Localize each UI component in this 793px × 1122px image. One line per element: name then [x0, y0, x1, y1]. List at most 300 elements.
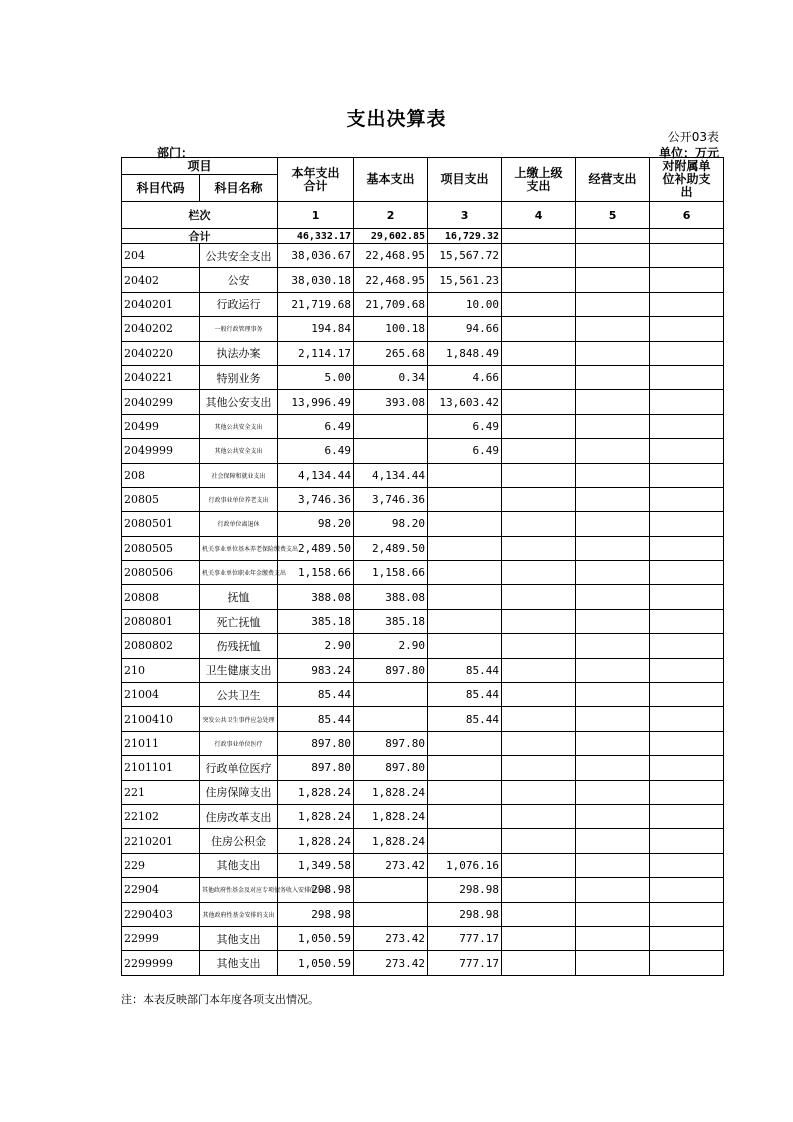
cell-c3: 13,603.42 — [428, 390, 502, 414]
table-row — [122, 780, 724, 804]
table-row — [122, 244, 724, 268]
cell-code: 22904 — [122, 878, 200, 902]
cell-c6 — [650, 683, 724, 707]
cell-c5 — [576, 365, 650, 389]
column-number-3: 3 — [428, 202, 502, 229]
table-row — [122, 414, 724, 438]
cell-c5 — [576, 804, 650, 828]
cell-c6 — [650, 244, 724, 268]
cell-c1: 21,719.68 — [278, 292, 354, 316]
cell-c1: 385.18 — [278, 609, 354, 633]
cell-code: 20402 — [122, 268, 200, 292]
cell-name: 卫生健康支出 — [200, 658, 278, 682]
cell-c4 — [502, 512, 576, 536]
cell-c5 — [576, 853, 650, 877]
cell-name: 其他支出 — [200, 926, 278, 950]
cell-c2: 21,709.68 — [354, 292, 428, 316]
cell-c6 — [650, 878, 724, 902]
cell-c3 — [428, 512, 502, 536]
table-row — [122, 365, 724, 389]
cell-code: 229 — [122, 853, 200, 877]
cell-c6 — [650, 561, 724, 585]
header-name: 科目名称 — [200, 175, 278, 202]
table-row — [122, 561, 724, 585]
header-project: 项目支出 — [428, 158, 502, 202]
cell-code: 221 — [122, 780, 200, 804]
cell-c4 — [502, 292, 576, 316]
cell-c4 — [502, 390, 576, 414]
cell-c4 — [502, 707, 576, 731]
cell-c2: 3,746.36 — [354, 487, 428, 511]
table-body — [122, 158, 724, 976]
cell-code: 2040201 — [122, 292, 200, 316]
cell-c1: 2.90 — [278, 634, 354, 658]
cell-c3: 6.49 — [428, 439, 502, 463]
cell-c4 — [502, 634, 576, 658]
cell-c4 — [502, 463, 576, 487]
cell-code: 210 — [122, 658, 200, 682]
cell-c3: 85.44 — [428, 658, 502, 682]
cell-c3 — [428, 585, 502, 609]
cell-c5 — [576, 487, 650, 511]
column-number-6: 6 — [650, 202, 724, 229]
cell-c6 — [650, 658, 724, 682]
cell-c2: 4,134.44 — [354, 463, 428, 487]
header-code: 科目代码 — [122, 175, 200, 202]
cell-c5 — [576, 658, 650, 682]
cell-code: 2049999 — [122, 439, 200, 463]
cell-name: 行政单位离退休 — [200, 512, 278, 536]
cell-c4 — [502, 341, 576, 365]
table-row — [122, 317, 724, 341]
cell-c6 — [650, 536, 724, 560]
table-row — [122, 634, 724, 658]
cell-c2 — [354, 414, 428, 438]
cell-c4 — [502, 926, 576, 950]
cell-c6 — [650, 951, 724, 975]
cell-c6 — [650, 804, 724, 828]
table-row — [122, 585, 724, 609]
cell-c4 — [502, 365, 576, 389]
cell-c3 — [428, 463, 502, 487]
cell-code: 2040202 — [122, 317, 200, 341]
cell-c5 — [576, 902, 650, 926]
cell-c4 — [502, 609, 576, 633]
total-c5 — [576, 229, 650, 244]
cell-c1: 1,828.24 — [278, 829, 354, 853]
cell-c2: 273.42 — [354, 951, 428, 975]
cell-code: 208 — [122, 463, 200, 487]
cell-code: 20808 — [122, 585, 200, 609]
cell-c2 — [354, 439, 428, 463]
cell-name: 其他公共安全支出 — [200, 414, 278, 438]
cell-c1: 897.80 — [278, 756, 354, 780]
cell-c2: 1,828.24 — [354, 804, 428, 828]
column-number-1: 1 — [278, 202, 354, 229]
cell-c2: 2,489.50 — [354, 536, 428, 560]
cell-c2: 273.42 — [354, 853, 428, 877]
cell-c6 — [650, 926, 724, 950]
cell-c6 — [650, 609, 724, 633]
cell-c4 — [502, 853, 576, 877]
cell-c3 — [428, 634, 502, 658]
cell-c3: 6.49 — [428, 414, 502, 438]
cell-name: 抚恤 — [200, 585, 278, 609]
cell-c1: 1,050.59 — [278, 951, 354, 975]
cell-name: 住房改革支出 — [200, 804, 278, 828]
cell-c3 — [428, 487, 502, 511]
cell-c2 — [354, 902, 428, 926]
table-row — [122, 341, 724, 365]
cell-c6 — [650, 780, 724, 804]
table-row — [122, 707, 724, 731]
cell-c5 — [576, 683, 650, 707]
total-c6 — [650, 229, 724, 244]
cell-name: 住房公积金 — [200, 829, 278, 853]
cell-name: 机关事业单位职业年金缴费支出 — [200, 561, 278, 585]
cell-name: 机关事业单位基本养老保险缴费支出 — [200, 536, 278, 560]
cell-name: 特别业务 — [200, 365, 278, 389]
cell-c4 — [502, 683, 576, 707]
cell-c1: 4,134.44 — [278, 463, 354, 487]
cell-name: 社会保障和就业支出 — [200, 463, 278, 487]
cell-c3: 85.44 — [428, 707, 502, 731]
cell-c1: 85.44 — [278, 707, 354, 731]
cell-c2 — [354, 878, 428, 902]
cell-c1: 194.84 — [278, 317, 354, 341]
cell-c5 — [576, 536, 650, 560]
table-row — [122, 487, 724, 511]
cell-c4 — [502, 585, 576, 609]
cell-name: 行政运行 — [200, 292, 278, 316]
cell-c1: 3,746.36 — [278, 487, 354, 511]
cell-code: 22999 — [122, 926, 200, 950]
cell-c6 — [650, 829, 724, 853]
column-number-4: 4 — [502, 202, 576, 229]
cell-c2: 100.18 — [354, 317, 428, 341]
cell-c4 — [502, 902, 576, 926]
cell-c1: 13,996.49 — [278, 390, 354, 414]
header-basic: 基本支出 — [354, 158, 428, 202]
cell-c1: 38,030.18 — [278, 268, 354, 292]
cell-code: 2101101 — [122, 756, 200, 780]
cell-name: 其他政府性基金及对应专项债务收入安排的支出 — [200, 878, 278, 902]
cell-c2: 265.68 — [354, 341, 428, 365]
cell-c2: 22,468.95 — [354, 268, 428, 292]
cell-c2: 22,468.95 — [354, 244, 428, 268]
cell-c5 — [576, 609, 650, 633]
cell-name: 公安 — [200, 268, 278, 292]
cell-c3: 15,561.23 — [428, 268, 502, 292]
cell-name: 住房保障支出 — [200, 780, 278, 804]
cell-c1: 6.49 — [278, 414, 354, 438]
cell-c3: 1,848.49 — [428, 341, 502, 365]
header-row-1 — [122, 158, 724, 175]
cell-c3: 94.66 — [428, 317, 502, 341]
cell-c5 — [576, 731, 650, 755]
cell-c4 — [502, 731, 576, 755]
cell-c1: 897.80 — [278, 731, 354, 755]
cell-c5 — [576, 292, 650, 316]
cell-c5 — [576, 829, 650, 853]
cell-c3 — [428, 829, 502, 853]
cell-c3 — [428, 561, 502, 585]
cell-c4 — [502, 658, 576, 682]
cell-c3 — [428, 756, 502, 780]
cell-c1: 1,828.24 — [278, 804, 354, 828]
cell-c4 — [502, 878, 576, 902]
total-c4 — [502, 229, 576, 244]
total-c1: 46,332.17 — [278, 229, 354, 244]
table-row — [122, 951, 724, 975]
header-total: 本年支出合计 — [278, 158, 354, 202]
cell-c3 — [428, 536, 502, 560]
table-row — [122, 609, 724, 633]
cell-c6 — [650, 268, 724, 292]
cell-name: 公共安全支出 — [200, 244, 278, 268]
cell-c2: 1,828.24 — [354, 829, 428, 853]
cell-c2 — [354, 683, 428, 707]
cell-c5 — [576, 878, 650, 902]
cell-code: 2040299 — [122, 390, 200, 414]
cell-c1: 2,489.50 — [278, 536, 354, 560]
cell-c2: 385.18 — [354, 609, 428, 633]
cell-c1: 1,050.59 — [278, 926, 354, 950]
cell-name: 其他支出 — [200, 853, 278, 877]
cell-c1: 5.00 — [278, 365, 354, 389]
table-row — [122, 536, 724, 560]
cell-c4 — [502, 804, 576, 828]
table-row — [122, 292, 724, 316]
cell-code: 2290403 — [122, 902, 200, 926]
cell-c3: 298.98 — [428, 878, 502, 902]
cell-c3 — [428, 609, 502, 633]
expenditure-table — [121, 157, 724, 976]
cell-c3 — [428, 804, 502, 828]
total-row — [122, 229, 724, 244]
cell-c5 — [576, 341, 650, 365]
cell-c4 — [502, 829, 576, 853]
cell-c4 — [502, 317, 576, 341]
cell-c3: 777.17 — [428, 926, 502, 950]
column-number-2: 2 — [354, 202, 428, 229]
cell-code: 2080802 — [122, 634, 200, 658]
cell-name: 其他公共安全支出 — [200, 439, 278, 463]
cell-code: 2299999 — [122, 951, 200, 975]
table-row — [122, 512, 724, 536]
cell-c1: 2,114.17 — [278, 341, 354, 365]
cell-c3: 1,076.16 — [428, 853, 502, 877]
cell-c3: 4.66 — [428, 365, 502, 389]
cell-c5 — [576, 244, 650, 268]
cell-c5 — [576, 707, 650, 731]
cell-c2: 2.90 — [354, 634, 428, 658]
cell-c3: 15,567.72 — [428, 244, 502, 268]
cell-c1: 983.24 — [278, 658, 354, 682]
cell-c2 — [354, 707, 428, 731]
table-row — [122, 731, 724, 755]
total-c2: 29,602.85 — [354, 229, 428, 244]
header-subsidy: 对附属单位补助支出 — [650, 158, 724, 202]
cell-c3: 10.00 — [428, 292, 502, 316]
table-row — [122, 268, 724, 292]
cell-c1: 6.49 — [278, 439, 354, 463]
cell-name: 其他支出 — [200, 951, 278, 975]
cell-code: 21011 — [122, 731, 200, 755]
cell-c5 — [576, 414, 650, 438]
cell-c3: 85.44 — [428, 683, 502, 707]
cell-code: 204 — [122, 244, 200, 268]
cell-name: 死亡抚恤 — [200, 609, 278, 633]
table-row — [122, 878, 724, 902]
cell-c5 — [576, 926, 650, 950]
cell-code: 2100410 — [122, 707, 200, 731]
cell-c2: 897.80 — [354, 731, 428, 755]
total-label: 合计 — [122, 229, 278, 244]
cell-code: 2080506 — [122, 561, 200, 585]
cell-c2: 1,828.24 — [354, 780, 428, 804]
cell-c6 — [650, 707, 724, 731]
cell-c3: 298.98 — [428, 902, 502, 926]
cell-code: 2040220 — [122, 341, 200, 365]
cell-c4 — [502, 244, 576, 268]
cell-c6 — [650, 756, 724, 780]
cell-c4 — [502, 536, 576, 560]
cell-c6 — [650, 634, 724, 658]
cell-c5 — [576, 561, 650, 585]
cell-c5 — [576, 268, 650, 292]
cell-c6 — [650, 585, 724, 609]
cell-c4 — [502, 951, 576, 975]
cell-c1: 298.98 — [278, 878, 354, 902]
cell-c2: 393.08 — [354, 390, 428, 414]
cell-c4 — [502, 414, 576, 438]
cell-c5 — [576, 390, 650, 414]
cell-c2: 273.42 — [354, 926, 428, 950]
footnote: 注：本表反映部门本年度各项支出情况。 — [121, 993, 319, 1006]
cell-c5 — [576, 512, 650, 536]
cell-c5 — [576, 756, 650, 780]
cell-c5 — [576, 585, 650, 609]
department-label: 部门： — [157, 146, 194, 160]
cell-c6 — [650, 902, 724, 926]
cell-c4 — [502, 268, 576, 292]
cell-c4 — [502, 561, 576, 585]
cell-c4 — [502, 487, 576, 511]
cell-name: 其他政府性基金安排的支出 — [200, 902, 278, 926]
cell-c6 — [650, 731, 724, 755]
cell-c6 — [650, 463, 724, 487]
cell-c2: 0.34 — [354, 365, 428, 389]
cell-c2: 897.80 — [354, 756, 428, 780]
cell-c5 — [576, 317, 650, 341]
table-row — [122, 804, 724, 828]
cell-c6 — [650, 414, 724, 438]
cell-c6 — [650, 341, 724, 365]
cell-name: 其他公安支出 — [200, 390, 278, 414]
cell-c1: 388.08 — [278, 585, 354, 609]
cell-c1: 1,828.24 — [278, 780, 354, 804]
cell-name: 行政事业单位医疗 — [200, 731, 278, 755]
cell-c6 — [650, 292, 724, 316]
header-business: 经营支出 — [576, 158, 650, 202]
cell-c6 — [650, 439, 724, 463]
column-number-label: 栏次 — [122, 202, 278, 229]
header-item: 项目 — [122, 158, 278, 175]
cell-c6 — [650, 365, 724, 389]
cell-c2: 897.80 — [354, 658, 428, 682]
cell-c5 — [576, 951, 650, 975]
table-row — [122, 902, 724, 926]
cell-c6 — [650, 317, 724, 341]
cell-name: 一般行政管理事务 — [200, 317, 278, 341]
cell-c1: 85.44 — [278, 683, 354, 707]
cell-c1: 1,158.66 — [278, 561, 354, 585]
table-row — [122, 683, 724, 707]
cell-c5 — [576, 780, 650, 804]
column-number-row — [122, 202, 724, 229]
cell-c6 — [650, 512, 724, 536]
cell-name: 突发公共卫生事件应急处理 — [200, 707, 278, 731]
page-title: 支出决算表 — [346, 108, 447, 130]
cell-name: 伤残抚恤 — [200, 634, 278, 658]
cell-c2: 98.20 — [354, 512, 428, 536]
cell-c1: 38,036.67 — [278, 244, 354, 268]
cell-c6 — [650, 390, 724, 414]
cell-c2: 1,158.66 — [354, 561, 428, 585]
cell-c6 — [650, 487, 724, 511]
cell-c4 — [502, 439, 576, 463]
cell-name: 执法办案 — [200, 341, 278, 365]
cell-c3 — [428, 780, 502, 804]
header-upper: 上缴上级支出 — [502, 158, 576, 202]
cell-c4 — [502, 756, 576, 780]
cell-name: 行政事业单位养老支出 — [200, 487, 278, 511]
table-row — [122, 829, 724, 853]
cell-code: 22102 — [122, 804, 200, 828]
table-row — [122, 390, 724, 414]
cell-code: 2040221 — [122, 365, 200, 389]
cell-c2: 388.08 — [354, 585, 428, 609]
column-number-5: 5 — [576, 202, 650, 229]
cell-c5 — [576, 634, 650, 658]
cell-name: 行政单位医疗 — [200, 756, 278, 780]
table-row — [122, 756, 724, 780]
table-row — [122, 463, 724, 487]
table-row — [122, 926, 724, 950]
form-number: 公开03表 — [667, 130, 719, 144]
cell-code: 2080801 — [122, 609, 200, 633]
cell-c3: 777.17 — [428, 951, 502, 975]
cell-c4 — [502, 780, 576, 804]
table-row — [122, 853, 724, 877]
cell-code: 2210201 — [122, 829, 200, 853]
unit-label: 单位：万元 — [658, 146, 719, 160]
cell-c5 — [576, 439, 650, 463]
table-row — [122, 439, 724, 463]
cell-code: 2080505 — [122, 536, 200, 560]
cell-c3 — [428, 731, 502, 755]
total-c3: 16,729.32 — [428, 229, 502, 244]
cell-code: 21004 — [122, 683, 200, 707]
cell-code: 20499 — [122, 414, 200, 438]
cell-c1: 98.20 — [278, 512, 354, 536]
table-row — [122, 658, 724, 682]
cell-code: 2080501 — [122, 512, 200, 536]
cell-c1: 298.98 — [278, 902, 354, 926]
cell-c5 — [576, 463, 650, 487]
cell-c1: 1,349.58 — [278, 853, 354, 877]
